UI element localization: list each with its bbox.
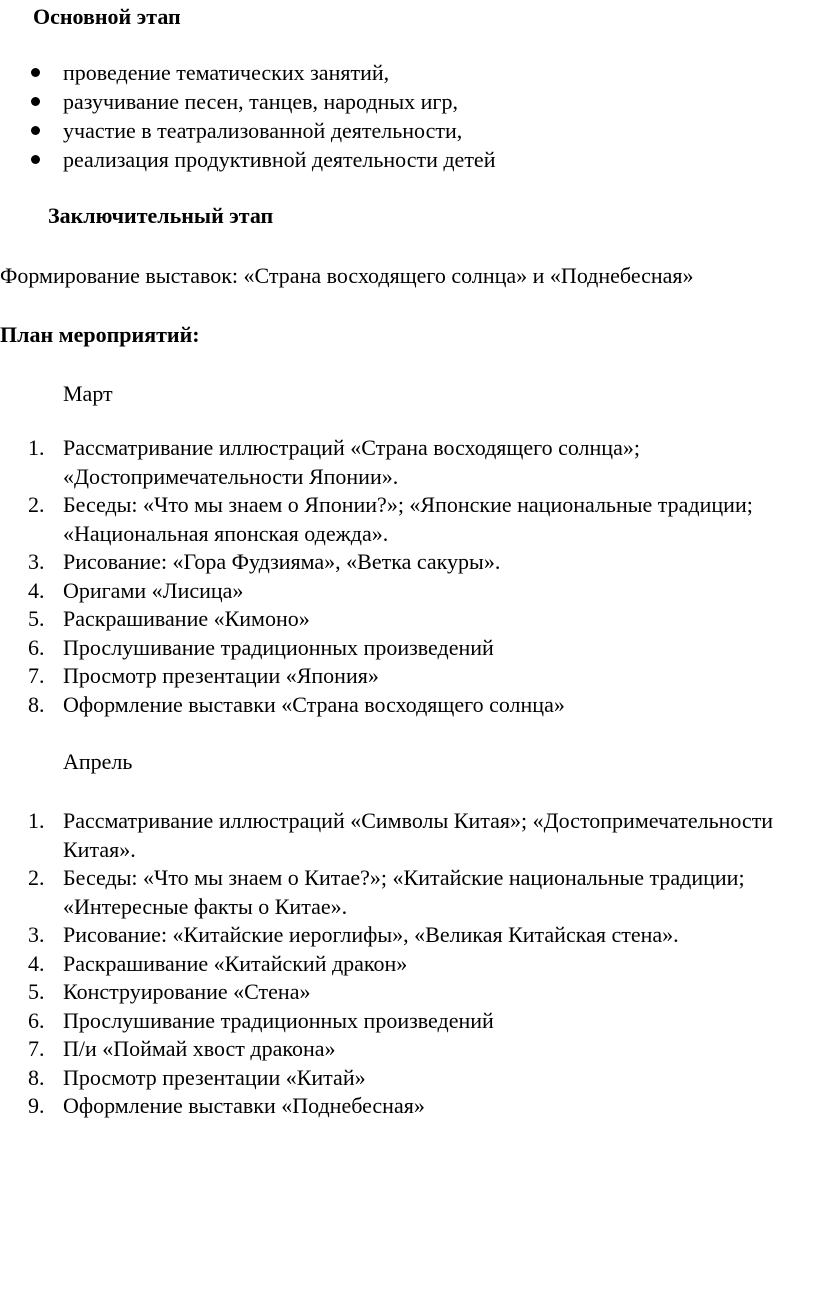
list-item: 2. Беседы: «Что мы знаем о Японии?»; «Японские национальные традиции; «Национальная японская одежда». — [28, 492, 753, 546]
list-item: разучивание песен, танцев, народных игр, — [0, 87, 780, 116]
list-item: 6. Прослушивание традиционных произведений — [28, 1007, 494, 1033]
plan-title: План мероприятий: — [0, 322, 200, 347]
list-item: 6. Прослушивание традиционных произведений — [28, 634, 494, 660]
list-item: 1. Рассматривание иллюстраций «Страна восходящего солнца»; «Достопримечательности Японии». — [28, 435, 640, 489]
bullet-icon — [31, 68, 40, 77]
april-list — [0, 807, 790, 1121]
list-item: 7. Просмотр презентации «Япония» — [28, 663, 379, 688]
list-item: 7. П/и «Поймай хвост дракона» — [28, 1036, 336, 1061]
final-stage-title: Заключительный этап — [48, 203, 274, 228]
list-item: 4. Оригами «Лисица» — [28, 577, 244, 603]
bullet-icon — [31, 155, 40, 164]
list-item: 9. Оформление выставки «Поднебесная» — [28, 1093, 425, 1118]
list-item: 1. Рассматривание иллюстраций «Символы Китая»; «Достопримечательности Китая». — [28, 808, 774, 862]
list-item: 3. Рисование: «Гора Фудзияма», «Ветка сакуры». — [28, 549, 501, 574]
list-item: 4. Раскрашивание «Китайский дракон» — [28, 950, 408, 976]
main-stage-title: Основной этап — [33, 4, 181, 29]
list-item: участие в театрализованной деятельности, — [0, 116, 780, 145]
list-item: 8. Просмотр презентации «Китай» — [28, 1064, 366, 1090]
list-item: 8. Оформление выставки «Страна восходящего солнца» — [28, 691, 565, 717]
bullet-icon — [31, 97, 40, 106]
march-label: Март — [63, 381, 113, 406]
list-item: 5. Конструирование «Стена» — [28, 979, 311, 1004]
final-stage-text: Формирование выставок: «Страна восходящего солнца» и «Поднебесная» — [0, 263, 694, 288]
main-stage-list — [0, 58, 780, 174]
list-item: 3. Рисование: «Китайские иероглифы», «Великая Китайская стена». — [28, 922, 679, 947]
list-item: реализация продуктивной деятельности детей — [0, 145, 780, 174]
march-list — [0, 434, 790, 719]
bullet-icon — [31, 126, 40, 135]
list-item: проведение тематических занятий, — [0, 58, 780, 87]
list-item: 5. Раскрашивание «Кимоно» — [28, 606, 310, 631]
april-label: Апрель — [63, 749, 133, 774]
list-item: 2. Беседы: «Что мы знаем о Китае?»; «Китайские национальные традиции; «Интересные факты о Китае». — [28, 865, 745, 919]
